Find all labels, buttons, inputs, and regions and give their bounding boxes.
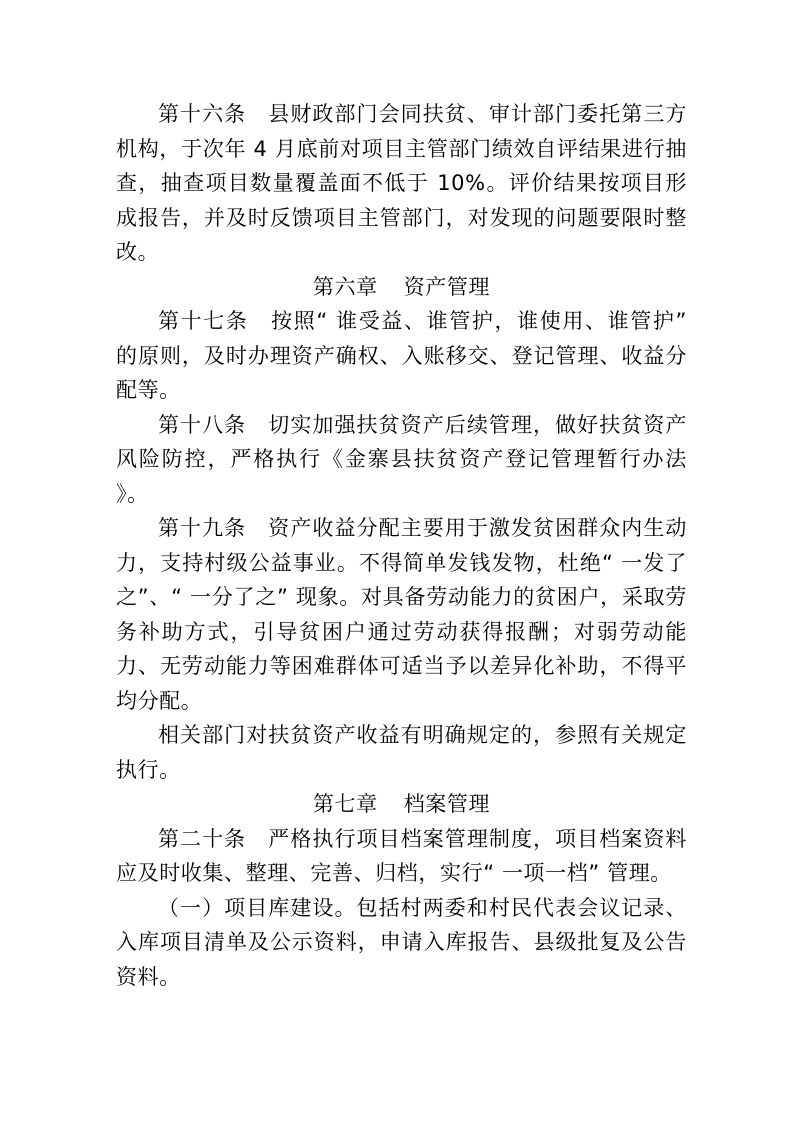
chapter-7-title: 档案管理 — [403, 792, 491, 816]
article-17-paragraph: 第十七条 按照“ 谁受益、谁管护，谁使用、谁管护” 的原则，及时办理资产确权、入账移交、登记管理、收益分配等。 — [116, 309, 687, 402]
chapter-6-number: 第六章 — [312, 274, 378, 299]
item-1-paragraph: （一）项目库建设。包括村两委和村民代表会议记录、入库项目清单及公示资料，申请入库报告、县级批复及公告资料。 — [116, 895, 687, 989]
chapter-7-heading — [116, 787, 687, 822]
chapter-6-heading — [116, 270, 687, 305]
article-19-paragraph: 第十九条 资产收益分配主要用于激发贫困群众内生动力，支持村级公益事业。不得简单发钱发物，杜绝“ 一发了之”、“ 一分了之” 现象。对具备劳动能力的贫困户，采取劳务补助方式，引导贫困户通过劳动获得报酬；对弱劳动能力、无劳动能力等困难群体可适当予以差异化补助，不得平均分配。 — [116, 516, 687, 713]
article-18-paragraph: 第十八条 切实加强扶贫资产后续管理，做好扶贫资产风险防控，严格执行《金寨县扶贫资产登记管理暂行办法 》。 — [116, 412, 687, 506]
chapter-6-title: 资产管理 — [403, 274, 491, 299]
article-16-paragraph: 第十六条 县财政部门会同扶贫、审计部门委托第三方机构，于次年 4 月底前对项目主管部门绩效自评结果进行抽查，抽查项目数量覆盖面不低于 10%。评价结果按项目形成报告，并及时反馈项目主管部门，对发现的问题要限时整改。 — [116, 102, 687, 264]
related-departments-paragraph: 相关部门对扶贫资产收益有明确规定的，参照有关规定执行。 — [116, 723, 687, 782]
article-20-paragraph: 第二十条 严格执行项目档案管理制度，项目档案资料应及时收集、整理、完善、归档，实行“ 一项一档” 管理。 — [116, 826, 687, 885]
chapter-7-number: 第七章 — [312, 792, 378, 816]
